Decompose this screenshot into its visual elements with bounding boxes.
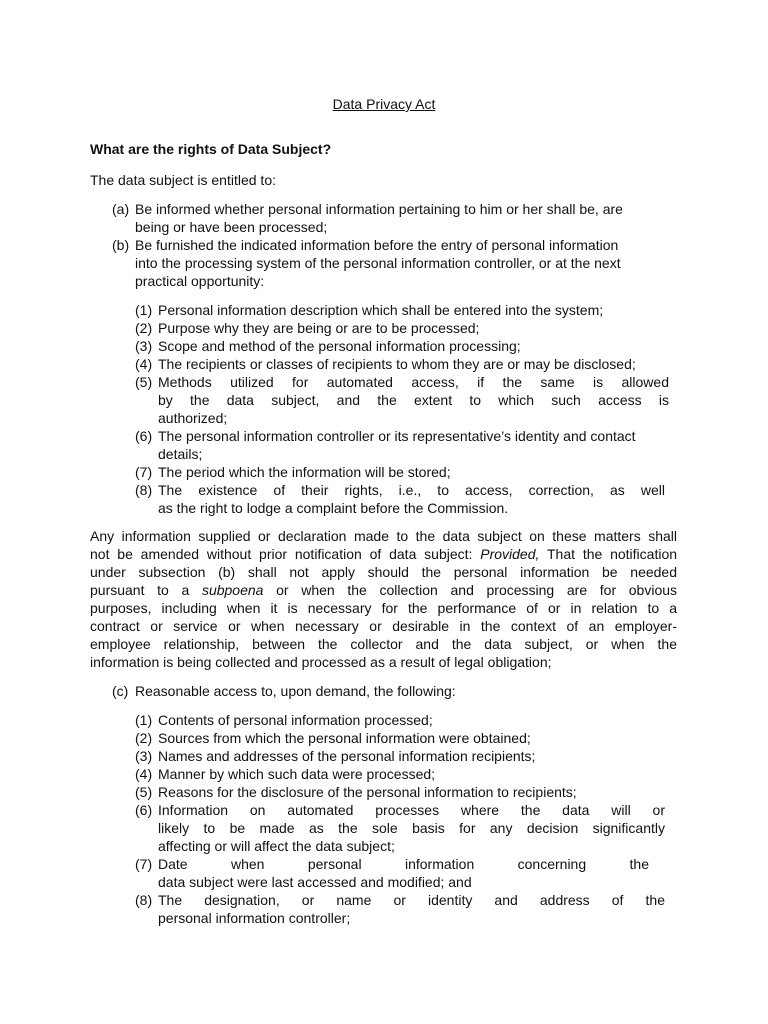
item-text-line: personal information controller;	[158, 910, 351, 926]
item-text-line: The period which the information will be stored;	[158, 464, 451, 480]
text-run: pursuant to a	[90, 582, 190, 598]
item-label: (3)	[135, 748, 153, 764]
sublist-item	[135, 301, 677, 319]
item-text-line: data subject were last accessed and modified; and	[158, 874, 472, 890]
paragraph-line	[90, 581, 677, 599]
item-text-line: Date when personal information concerning the	[158, 856, 649, 872]
item-label: (c)	[112, 683, 129, 699]
item-label: (7)	[135, 856, 153, 872]
item-text-line: The recipients or classes of recipients to whom they are or may be disclosed;	[158, 356, 636, 372]
text-run: or when the collection and processing are for obvious	[276, 582, 678, 598]
paragraph-line: information is being collected and processed as a result of legal obligation;	[90, 654, 552, 670]
document-title: Data Privacy Act	[332, 96, 436, 112]
item-text-line: Sources from which the personal information were obtained;	[158, 730, 531, 746]
sublist-item	[135, 427, 677, 463]
item-text-line: The existence of their rights, i.e., to access, correction, as well	[158, 482, 665, 498]
sublist-item	[135, 711, 665, 729]
sublist-item	[135, 319, 677, 337]
sublist-item	[135, 783, 665, 801]
sublist-item	[135, 355, 677, 373]
item-text-line: Contents of personal information processed;	[158, 712, 433, 728]
sublist-c	[135, 711, 665, 927]
item-label: (2)	[135, 320, 153, 336]
list-item-a	[112, 200, 660, 236]
item-text-line: Names and addresses of the personal information recipients;	[158, 748, 536, 764]
paragraph-line: contract or service or when necessary or desirable in the context of an employer-	[90, 618, 677, 634]
item-label: (5)	[135, 374, 153, 390]
item-label: (5)	[135, 784, 153, 800]
item-text-line: details;	[158, 446, 203, 462]
paragraph-line	[90, 545, 677, 563]
text-run: That the notification	[546, 546, 678, 562]
item-label: (2)	[135, 730, 153, 746]
item-text-line: practical opportunity:	[135, 273, 265, 289]
item-text-line: Methods utilized for automated access, if the same is allowed	[158, 374, 669, 390]
paragraph-line: purposes, including when it is necessary for the performance of or in relation to a	[90, 600, 677, 616]
item-text-line: authorized;	[158, 410, 228, 426]
list-item-c	[112, 682, 660, 700]
item-label: (4)	[135, 766, 153, 782]
item-text-line: being or have been processed;	[135, 219, 328, 235]
item-text-line: as the right to lodge a complaint before the Commission.	[158, 500, 509, 516]
item-text-line: into the processing system of the personal information controller, or at the next	[135, 255, 621, 271]
item-text-line: The personal information controller or its representative’s identity and contact	[158, 428, 636, 444]
item-text-line: Scope and method of the personal information processing;	[158, 338, 521, 354]
italic-provided: Provided,	[480, 546, 540, 562]
sublist-item	[135, 463, 677, 481]
body-paragraph	[90, 527, 677, 671]
item-text-line: Manner by which such data were processed;	[158, 766, 436, 782]
sublist-item	[135, 747, 665, 765]
item-text-line: Be informed whether personal information pertaining to him or her shall be, are	[135, 201, 623, 217]
sublist-item	[135, 729, 665, 747]
item-label: (1)	[135, 302, 153, 318]
item-text-line: Reasonable access to, upon demand, the following:	[135, 683, 456, 699]
italic-subpoena: subpoena	[201, 582, 264, 598]
item-text-line: likely to be made as the sole basis for any decision significantly	[158, 820, 665, 836]
text-run: not be amended without prior notification of data subject:	[90, 546, 473, 562]
item-label: (6)	[135, 802, 153, 818]
sublist-item	[135, 801, 665, 855]
item-label: (1)	[135, 712, 153, 728]
list-item-b	[112, 236, 660, 290]
item-text-line: by the data subject, and the extent to which such access is	[158, 392, 669, 408]
item-label: (7)	[135, 464, 153, 480]
paragraph-line: employee relationship, between the collector and the data subject, or when the	[90, 636, 677, 652]
sublist-item	[135, 373, 669, 427]
item-text-line: Personal information description which shall be entered into the system;	[158, 302, 604, 318]
sublist-item	[135, 481, 665, 517]
item-text-line: Reasons for the disclosure of the personal information to recipients;	[158, 784, 577, 800]
item-text-line: Be furnished the indicated information before the entry of personal information	[135, 237, 619, 253]
sublist-b	[135, 301, 677, 517]
item-label: (8)	[135, 892, 153, 908]
item-text-line: Purpose why they are being or are to be processed;	[158, 320, 480, 336]
section-heading: What are the rights of Data Subject?	[90, 141, 332, 157]
item-text-line: Information on automated processes where the data will or	[158, 802, 665, 818]
item-label: (8)	[135, 482, 153, 498]
intro-text: The data subject is entitled to:	[90, 172, 276, 188]
paragraph-line: Any information supplied or declaration made to the data subject on these matters shall	[90, 528, 677, 544]
item-label: (6)	[135, 428, 153, 444]
item-label: (a)	[112, 201, 130, 217]
sublist-item	[135, 765, 665, 783]
sublist-item	[135, 891, 665, 927]
item-text-line: The designation, or name or identity and address of the	[158, 892, 665, 908]
item-label: (b)	[112, 237, 130, 253]
sublist-item	[135, 337, 677, 355]
item-text-line: affecting or will affect the data subject;	[158, 838, 395, 854]
sublist-item	[135, 855, 649, 891]
paragraph-line: under subsection (b) shall not apply should the personal information be needed	[90, 564, 677, 580]
item-label: (3)	[135, 338, 153, 354]
item-label: (4)	[135, 356, 153, 372]
